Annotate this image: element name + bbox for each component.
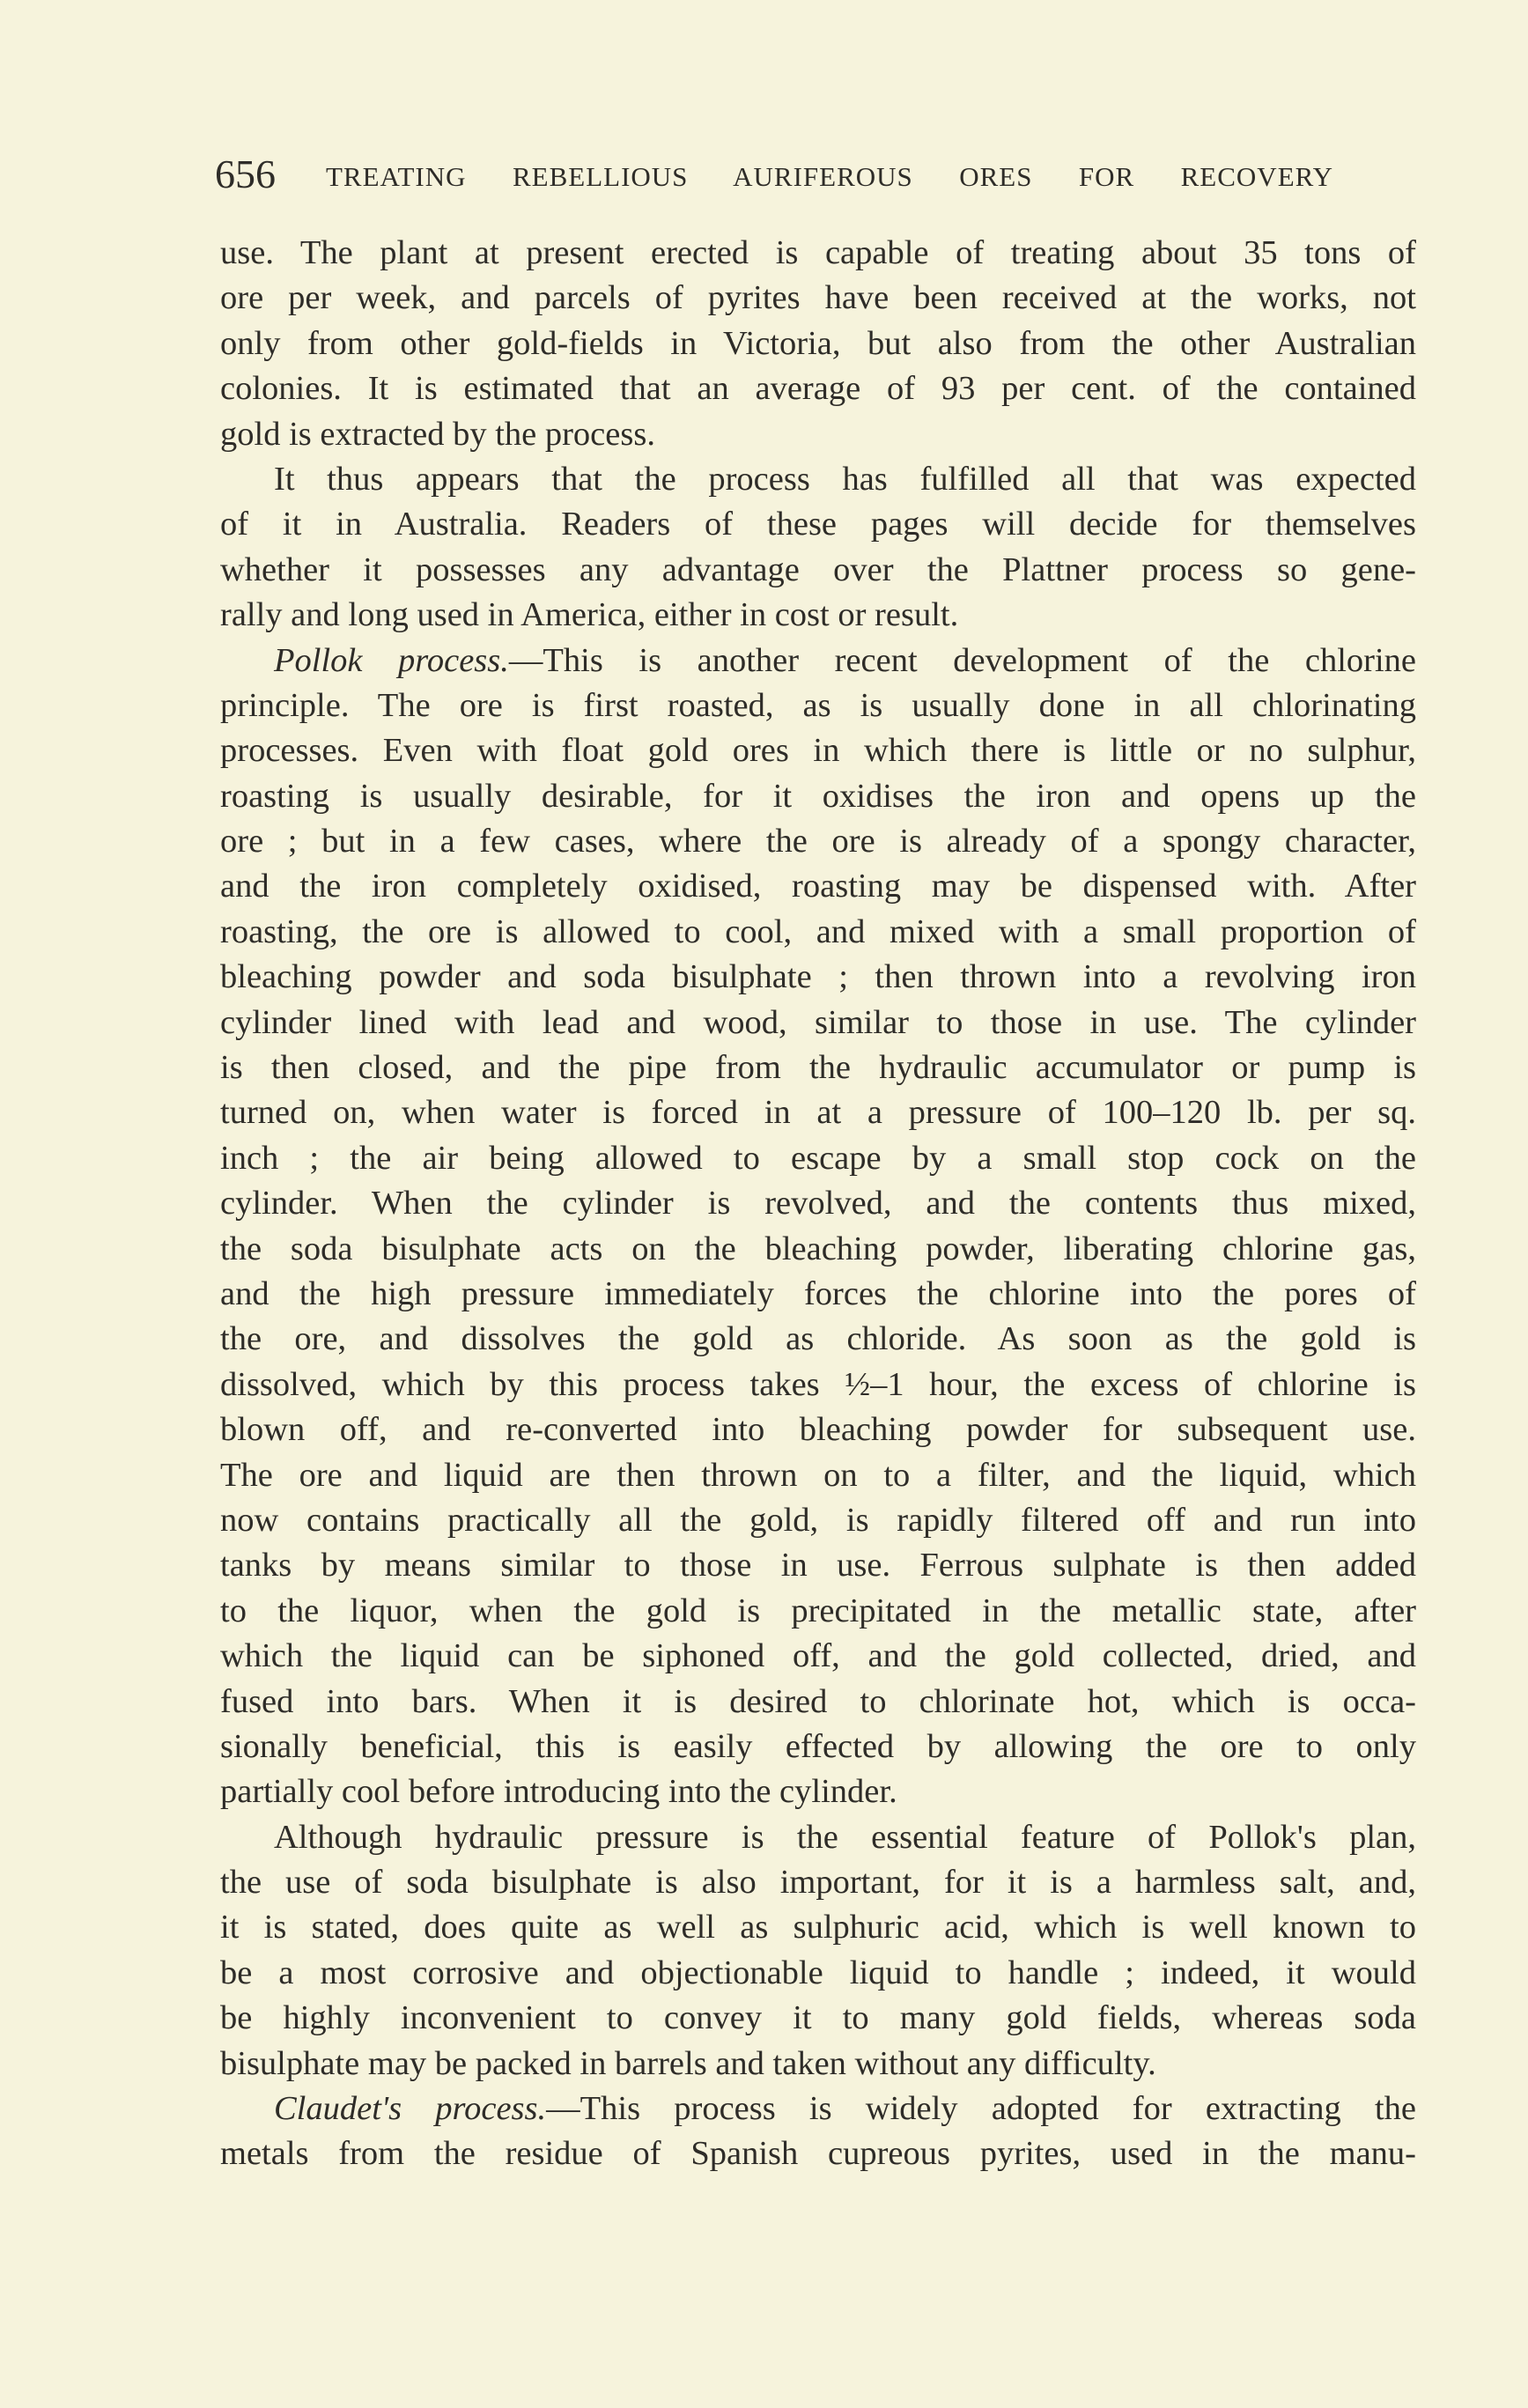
section-heading-italic: Claudet's process. bbox=[274, 2090, 547, 2128]
text-line bbox=[220, 1860, 1416, 1905]
text-line bbox=[220, 683, 1416, 728]
running-header bbox=[215, 148, 1333, 201]
line-text: the ore, and dissolves the gold as chloride. As soon as the gold is bbox=[220, 1320, 1416, 1358]
line-text: roasting is usually desirable, for it oxidises the iron and opens up the bbox=[220, 777, 1416, 815]
text-line bbox=[220, 1045, 1416, 1090]
text-line bbox=[220, 321, 1416, 366]
section-heading-italic: Pollok process. bbox=[274, 641, 509, 679]
text-line bbox=[220, 774, 1416, 819]
line-text: to the liquor, when the gold is precipitated in the metallic state, after bbox=[220, 1592, 1416, 1629]
line-text: partially cool before introducing into the cylinder. bbox=[220, 1773, 897, 1811]
text-line bbox=[220, 955, 1416, 1000]
line-text: the soda bisulphate acts on the bleaching powder, liberating chlorine gas, bbox=[220, 1230, 1416, 1267]
text-line bbox=[220, 457, 1416, 502]
line-text: Although hydraulic pressure is the essential feature of Pollok's plan, bbox=[274, 1818, 1416, 1856]
line-text: metals from the residue of Spanish cupreous pyrites, used in the manu- bbox=[220, 2135, 1416, 2173]
text-line bbox=[220, 1951, 1416, 1996]
text-line bbox=[220, 366, 1416, 411]
line-text: only from other gold-fields in Victoria, but also from the other Australian bbox=[220, 324, 1416, 362]
text-line bbox=[220, 819, 1416, 864]
text-line bbox=[220, 231, 1416, 276]
line-text: bisulphate may be packed in barrels and taken without any difficulty. bbox=[220, 2044, 1156, 2082]
line-text: dissolved, which by this process takes ½–1 hour, the excess of chlorine is bbox=[220, 1365, 1416, 1403]
line-text: is then closed, and the pipe from the hydraulic accumulator or pump is bbox=[220, 1049, 1416, 1087]
text-line bbox=[220, 2131, 1416, 2176]
line-text: The ore and liquid are then thrown on to a filter, and the liquid, which bbox=[220, 1456, 1416, 1494]
line-text: turned on, when water is forced in at a pressure of 100–120 lb. per sq. bbox=[220, 1094, 1416, 1132]
line-text: fused into bars. When it is desired to chlorinate hot, which is occa- bbox=[220, 1682, 1416, 1720]
text-line bbox=[220, 276, 1416, 321]
text-line bbox=[220, 1543, 1416, 1588]
page-number: 656 bbox=[215, 151, 276, 196]
text-line bbox=[220, 1725, 1416, 1769]
text-line bbox=[220, 502, 1416, 547]
line-text: and the iron completely oxidised, roasting may be dispensed with. After bbox=[220, 868, 1416, 905]
line-text: cylinder. When the cylinder is revolved, and the contents thus mixed, bbox=[220, 1185, 1416, 1222]
line-text: colonies. It is estimated that an average of 93 per cent. of the contained bbox=[220, 370, 1416, 408]
line-text: It thus appears that the process has fulfilled all that was expected bbox=[274, 460, 1416, 498]
line-text: be highly inconvenient to convey it to many gold fields, whereas soda bbox=[220, 1999, 1416, 2037]
paragraph bbox=[220, 457, 1416, 639]
line-text: cylinder lined with lead and wood, similar to those in use. The cylinder bbox=[220, 1003, 1416, 1041]
line-text: it is stated, does quite as well as sulphuric acid, which is well known to bbox=[220, 1909, 1416, 1946]
line-text: —This process is widely adopted for extracting the bbox=[546, 2090, 1416, 2128]
line-text: inch ; the air being allowed to escape by a small stop cock on the bbox=[220, 1139, 1416, 1177]
line-text: principle. The ore is first roasted, as is usually done in all chlorinating bbox=[220, 686, 1416, 724]
text-line bbox=[220, 1317, 1416, 1362]
text-line bbox=[220, 1996, 1416, 2041]
text-line bbox=[220, 1634, 1416, 1679]
text-line bbox=[220, 548, 1416, 593]
text-line bbox=[220, 1272, 1416, 1317]
text-line bbox=[220, 1680, 1416, 1725]
text-line bbox=[220, 864, 1416, 909]
line-text: bleaching powder and soda bisulphate ; then thrown into a revolving iron bbox=[220, 958, 1416, 996]
text-line bbox=[220, 1407, 1416, 1452]
text-line bbox=[220, 910, 1416, 955]
text-line bbox=[220, 1136, 1416, 1181]
text-line bbox=[220, 1815, 1416, 1860]
line-text: roasting, the ore is allowed to cool, and mixed with a small proportion of bbox=[220, 912, 1416, 950]
line-text: whether it possesses any advantage over the Plattner process so gene- bbox=[220, 550, 1416, 588]
line-text: and the high pressure immediately forces the chlorine into the pores of bbox=[220, 1274, 1416, 1312]
text-line bbox=[220, 412, 1416, 457]
paragraph bbox=[220, 2087, 1416, 2177]
line-text: use. The plant at present erected is capable of treating about 35 tons of bbox=[220, 234, 1416, 271]
text-line bbox=[220, 1001, 1416, 1045]
text-line bbox=[220, 1181, 1416, 1226]
paragraph bbox=[220, 639, 1416, 1815]
line-text: —This is another recent development of the chlorine bbox=[508, 641, 1417, 679]
line-text: gold is extracted by the process. bbox=[220, 415, 655, 453]
text-line bbox=[220, 1453, 1416, 1498]
line-text: which the liquid can be siphoned off, and the gold collected, dried, and bbox=[220, 1637, 1416, 1675]
line-text: be a most corrosive and objectionable liquid to handle ; indeed, it would bbox=[220, 1954, 1416, 1991]
line-text: tanks by means similar to those in use. Ferrous sulphate is then added bbox=[220, 1547, 1416, 1584]
text-line bbox=[220, 1363, 1416, 1407]
line-text: ore per week, and parcels of pyrites have been received at the works, not bbox=[220, 279, 1416, 317]
text-line bbox=[220, 1905, 1416, 1950]
text-line bbox=[220, 1589, 1416, 1634]
text-line bbox=[220, 1769, 1416, 1814]
line-text: blown off, and re-converted into bleaching powder for subsequent use. bbox=[220, 1411, 1416, 1449]
text-line bbox=[220, 2087, 1416, 2131]
line-text: now contains practically all the gold, is rapidly filtered off and run into bbox=[220, 1501, 1416, 1539]
text-line bbox=[220, 1498, 1416, 1543]
line-text: sionally beneficial, this is easily effected by allowing the ore to only bbox=[220, 1727, 1416, 1765]
text-line bbox=[220, 639, 1416, 683]
line-text: the use of soda bisulphate is also important, for it is a harmless salt, and, bbox=[220, 1864, 1416, 1902]
text-line bbox=[220, 2042, 1416, 2087]
text-line bbox=[220, 1227, 1416, 1272]
running-title: TREATING REBELLIOUS AURIFEROUS ORES FOR RECOVERY bbox=[326, 161, 1333, 192]
text-line bbox=[220, 593, 1416, 638]
line-text: processes. Even with float gold ores in which there is little or no sulphur, bbox=[220, 732, 1416, 770]
text-line bbox=[220, 728, 1416, 773]
body-text bbox=[220, 231, 1416, 2177]
paragraph bbox=[220, 231, 1416, 457]
line-text: rally and long used in America, either in cost or result. bbox=[220, 596, 959, 634]
line-text: ore ; but in a few cases, where the ore is already of a spongy character, bbox=[220, 823, 1416, 861]
paragraph bbox=[220, 1815, 1416, 2087]
line-text: of it in Australia. Readers of these pages will decide for themselves bbox=[220, 506, 1416, 543]
text-line bbox=[220, 1090, 1416, 1135]
